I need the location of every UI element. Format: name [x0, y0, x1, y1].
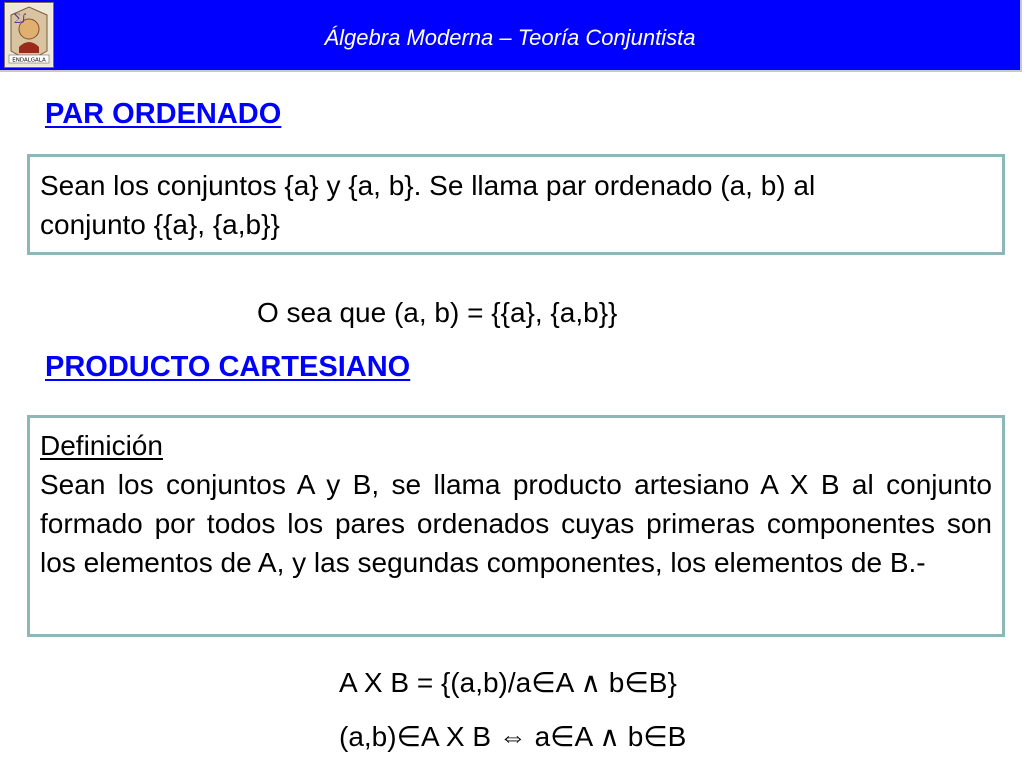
cartesian-membership-formula: (a,b)∈A X B ⇔ a∈A ∧ b∈B	[339, 721, 687, 752]
heading-par-ordenado: PAR ORDENADO	[45, 98, 282, 130]
cartesian-product-formula: A X B = {(a,b)/a∈A ∧ b∈B}	[339, 667, 677, 698]
par-ordenado-line-1: Sean los conjuntos {a} y {a, b}. Se llama par ordenado (a, b) al	[40, 170, 816, 201]
definition-box-par-ordenado	[27, 154, 1005, 255]
logo-text: ENDALGALA	[12, 57, 46, 64]
par-ordenado-line-2: conjunto {{a}, {a,b}}	[40, 209, 280, 240]
definition-label: Definición	[40, 430, 163, 461]
definition-text: Sean los conjuntos A y B, se llama producto artesiano A X B al conjunto formado por todos los pares ordenados cuyas primeras componentes son los elementos de A, y las segundas componentes, los elementos de B.-	[40, 469, 992, 578]
header-bar	[0, 0, 1022, 72]
par-ordenado-formula: O sea que (a, b) = {{a}, {a,b}}	[257, 297, 618, 328]
slide-title: Álgebra Moderna – Teoría Conjuntista	[324, 25, 696, 50]
logo-glyphs: ∑∫	[14, 13, 27, 24]
definition-box-producto-cartesiano	[27, 415, 1005, 637]
heading-producto-cartesiano: PRODUCTO CARTESIANO	[45, 351, 411, 383]
